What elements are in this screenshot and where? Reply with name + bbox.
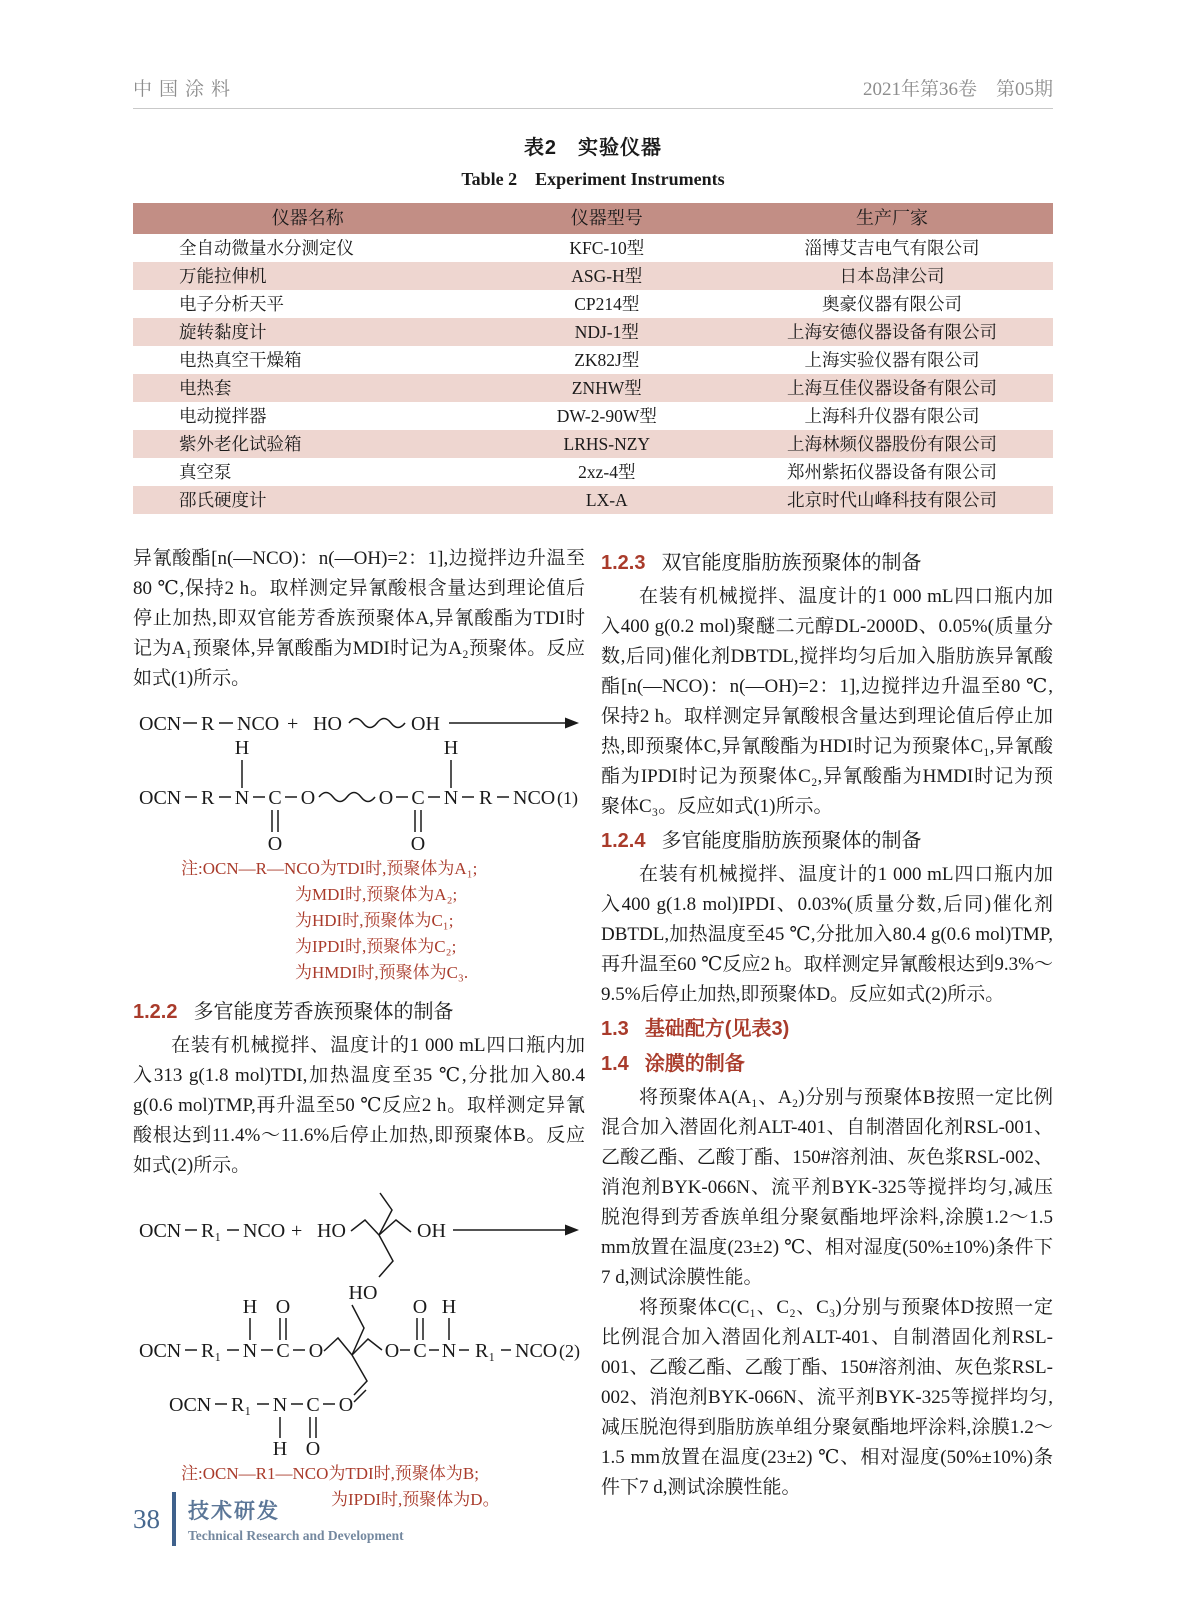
left-column: [133, 544, 585, 1523]
plus-sign: +: [291, 1220, 303, 1242]
note-line: 为IPDI时,预聚体为D。: [331, 1490, 500, 1509]
table-cell: ZK82J型: [574, 350, 640, 370]
atom-label: H: [234, 737, 250, 759]
footer-section: [188, 1495, 404, 1544]
atom-label: NCO: [515, 1340, 558, 1362]
atom-label: R: [201, 787, 215, 809]
section-title: 多官能度脂肪族预聚体的制备: [661, 830, 922, 852]
table-cell: LRHS-NZY: [563, 434, 651, 454]
atom-label: H: [441, 1296, 457, 1318]
equation-number: (2): [559, 1341, 580, 1361]
instruments-table: [133, 203, 1053, 514]
table-cell: 上海实验仪器有限公司: [804, 350, 980, 370]
section-title: 多官能度芳香族预聚体的制备: [193, 1001, 454, 1023]
atom-label: N: [242, 1340, 258, 1362]
table-cell: ZNHW型: [571, 378, 642, 398]
section-title: 基础配方(见表3): [644, 1018, 790, 1040]
paragraph: 在装有机械搅拌、温度计的1 000 mL四口瓶内加入400 g(1.8 mol)IPDI、0.03%(质量分数,后同)催化剂DBTDL,加热温度至45 ℃,分批加入80.4 g(0.6 mol)TMP,再升温至60 ℃反应2 h。取样测定异氰酸根达到9.3%～9.5%后停止加热,即预聚体D。反应如式(2)所示。: [601, 864, 1053, 1005]
table-cell: 郑州紫拓仪器设备有限公司: [786, 462, 997, 482]
table-cell: KFC-10型: [569, 238, 645, 258]
table-cell: 淄博艾吉电气有限公司: [804, 238, 980, 258]
table-title-zh: 表2 实验仪器: [523, 137, 663, 159]
table-cell: 紫外老化试验箱: [179, 434, 302, 454]
note-line: 注:OCN—R—NCO为TDI时,预聚体为A₁;: [181, 859, 478, 878]
atom-label: NCO: [513, 787, 556, 809]
atom-label: O: [378, 787, 394, 809]
table-row: [133, 486, 1053, 514]
table-cell: 电热真空干燥箱: [179, 350, 302, 370]
atom-label: NCO: [237, 713, 280, 735]
table-row: [133, 262, 1053, 290]
atom-label: O: [384, 1340, 400, 1362]
atom-label: N: [272, 1394, 288, 1416]
atom-label: O: [410, 833, 426, 854]
table-row: [133, 402, 1053, 430]
atom-label: C: [413, 1340, 427, 1362]
atom-label: OCN: [169, 1394, 212, 1416]
equation-1-figure: [133, 702, 585, 854]
running-head: [133, 0, 1053, 101]
table-row: [133, 234, 1053, 262]
column-header: 仪器名称: [271, 208, 344, 228]
note-line: 为IPDI时,预聚体为C₂;: [295, 937, 457, 956]
atom-label: HO: [348, 1282, 378, 1304]
section-number: 1.3: [601, 1018, 629, 1040]
table-row: [133, 290, 1053, 318]
atom-label: R: [201, 713, 215, 735]
page-footer: [133, 1492, 404, 1546]
section-heading-1-2-2: [133, 996, 585, 1028]
section-title: 双官能度脂肪族预聚体的制备: [661, 552, 922, 574]
table-cell: 2xz-4型: [578, 462, 636, 482]
atom-label: R₁: [201, 1340, 222, 1362]
paragraph: 在装有机械搅拌、温度计的1 000 mL四口瓶内加入313 g(1.8 mol)TDI,加热温度至35 ℃,分批加入80.4 g(0.6 mol)TMP,再升温至50 ℃反应2 h。取样测定异氰酸根达到11.4%～11.6%后停止加热,即预聚体B。反应如式(2)所示。: [133, 1035, 585, 1176]
table-cell: DW-2-90W型: [556, 406, 657, 426]
atom-label: O: [412, 1296, 428, 1318]
paragraph: 在装有机械搅拌、温度计的1 000 mL四口瓶内加入400 g(0.2 mol)聚醚二元醇DL-2000D、0.05%(质量分数,后同)催化剂DBTDL,搅拌均匀后加入脂肪族异氰酸酯[n(—NCO)：n(—OH)=2：1],边搅拌边升温至80 ℃,保持2 h。取样测定异氰酸根含量达到理论值后停止加热,即预聚体C,异氰酸酯为HDI时记为预聚体C₁,异氰酸酯为IPDI时记为预聚体C₂,异氰酸酯为HMDI时记为预聚体C₃。反应如式(1)所示。: [601, 586, 1053, 817]
section-number: 1.2.3: [601, 552, 646, 574]
table-cell: 电子分析天平: [179, 294, 284, 314]
column-header: 生产厂家: [855, 208, 928, 228]
section-heading-1-2-4: [601, 825, 1053, 857]
atom-label: HO: [313, 713, 342, 735]
table-cell: 日本岛津公司: [839, 266, 945, 286]
issue-info: 2021年第36卷 第05期: [862, 79, 1053, 100]
table-cell: 全自动微量水分测定仪: [179, 238, 354, 258]
paragraph: 将预聚体A(A₁、A₂)分别与预聚体B按照一定比例混合加入潜固化剂ALT-401、自制潜固化剂RSL-001、乙酸乙酯、乙酸丁酯、150#溶剂油、灰色浆RSL-002、消泡剂BYK-066N、流平剂BYK-325等搅拌均匀,减压脱泡得到芳香族单组分聚氨酯地坪涂料,涂膜1.2～1.5 mm放置在温度(23±2) ℃、相对湿度(50%±10%)条件下7 d,测试涂膜性能。: [601, 1087, 1053, 1288]
atom-label: R₁: [201, 1220, 222, 1242]
paragraph: 异氰酸酯[n(—NCO)：n(—OH)=2：1],边搅拌边升温至80 ℃,保持2 h。取样测定异氰酸根含量达到理论值后停止加热,即双官能芳香族预聚体A,异氰酸酯为TDI时记为A₁预聚体,异氰酸酯为MDI时记为A₂预聚体。反应如式(1)所示。: [133, 548, 585, 689]
table-cell: 上海安德仪器设备有限公司: [786, 322, 997, 342]
table-cell: 上海科升仪器有限公司: [804, 406, 980, 426]
equation-1-note: [181, 856, 585, 986]
paragraph: 将预聚体C(C₁、C₂、C₃)分别与预聚体D按照一定比例混合加入潜固化剂ALT-401、自制潜固化剂RSL-001、乙酸乙酯、乙酸丁酯、150#溶剂油、灰色浆RSL-002、消泡剂BYK-066N、流平剂BYK-325等搅拌均匀,减压脱泡得到脂肪族单组分聚氨酯地坪涂料,涂膜1.2～1.5 mm放置在温度(23±2) ℃、相对湿度(50%±10%)条件下7 d,测试涂膜性能。: [601, 1297, 1053, 1498]
table-cell: 奥豪仪器有限公司: [821, 294, 962, 314]
atom-label: O: [308, 1340, 324, 1362]
table-body: [133, 234, 1053, 514]
section-number: 1.2.4: [601, 830, 646, 852]
table-cell: NDJ-1型: [574, 322, 639, 342]
section-heading-1-2-3: [601, 547, 1053, 579]
table-cell: 电热套: [179, 378, 232, 398]
note-line: 为MDI时,预聚体为A₂;: [295, 885, 458, 904]
section-heading-1-3: [601, 1013, 1053, 1045]
atom-label: OH: [417, 1220, 446, 1242]
plus-sign: +: [287, 713, 299, 735]
footer-section-en: Technical Research and Development: [188, 1527, 404, 1543]
atom-label: C: [411, 787, 425, 809]
atom-label: O: [338, 1394, 354, 1416]
section-number: 1.2.2: [133, 1001, 178, 1023]
atom-label: N: [441, 1340, 457, 1362]
atom-label: H: [272, 1438, 288, 1459]
footer-section-zh: 技术研发: [188, 1499, 280, 1523]
atom-label: OH: [411, 713, 440, 735]
atom-label: O: [305, 1438, 321, 1459]
atom-label: O: [267, 833, 283, 854]
table-cell: 万能拉伸机: [179, 266, 267, 286]
journal-name: 中国涂料: [133, 79, 238, 100]
atom-label: R₁: [475, 1340, 496, 1362]
table-row: [133, 346, 1053, 374]
atom-label: OCN: [139, 1340, 182, 1362]
atom-label: HO: [317, 1220, 346, 1242]
table-row: [133, 430, 1053, 458]
footer-page-number: 38: [133, 1503, 160, 1534]
atom-label: OCN: [139, 713, 182, 735]
atom-label: R₁: [231, 1394, 252, 1416]
equation-2-figure: [133, 1189, 585, 1459]
table-row: [133, 458, 1053, 486]
atom-label: O: [275, 1296, 291, 1318]
atom-label: N: [234, 787, 250, 809]
table-cell: CP214型: [574, 294, 640, 314]
column-header: 仪器型号: [570, 208, 643, 228]
atom-label: N: [443, 787, 459, 809]
table-title-en: Table 2 Experiment Instruments: [461, 169, 725, 189]
atom-label: O: [300, 787, 316, 809]
table-cell: 上海互佳仪器设备有限公司: [786, 378, 997, 398]
table-header-row: [133, 203, 1053, 234]
note-line: 为HDI时,预聚体为C₁;: [295, 911, 454, 930]
note-line: 为HMDI时,预聚体为C₃.: [295, 963, 469, 982]
table-cell: LX-A: [585, 490, 628, 510]
atom-label: H: [443, 737, 459, 759]
table-cell: 北京时代山峰科技有限公司: [786, 490, 997, 510]
equation-number: (1): [557, 788, 578, 808]
table-cell: ASG-H型: [571, 266, 643, 286]
table-cell: 上海林频仪器股份有限公司: [786, 434, 997, 454]
table-row: [133, 318, 1053, 346]
body-columns: [133, 544, 1053, 1523]
atom-label: C: [306, 1394, 320, 1416]
right-column: [601, 544, 1053, 1523]
atom-label: OCN: [139, 787, 182, 809]
table-cell: 电动搅拌器: [179, 406, 267, 426]
section-number: 1.4: [601, 1053, 629, 1075]
footer-divider: [172, 1492, 176, 1546]
atom-label: C: [268, 787, 282, 809]
header-rule: [133, 108, 1053, 109]
atom-label: OCN: [139, 1220, 182, 1242]
atom-label: NCO: [243, 1220, 286, 1242]
table-cell: 旋转黏度计: [179, 322, 267, 342]
table-cell: 真空泵: [179, 462, 232, 482]
atom-label: H: [242, 1296, 258, 1318]
table-row: [133, 374, 1053, 402]
atom-label: R: [479, 787, 493, 809]
section-title: 涂膜的制备: [644, 1053, 745, 1075]
section-heading-1-4: [601, 1048, 1053, 1080]
atom-label: C: [276, 1340, 290, 1362]
table-cell: 邵氏硬度计: [179, 490, 267, 510]
note-line: 注:OCN—R1—NCO为TDI时,预聚体为B;: [181, 1464, 479, 1483]
